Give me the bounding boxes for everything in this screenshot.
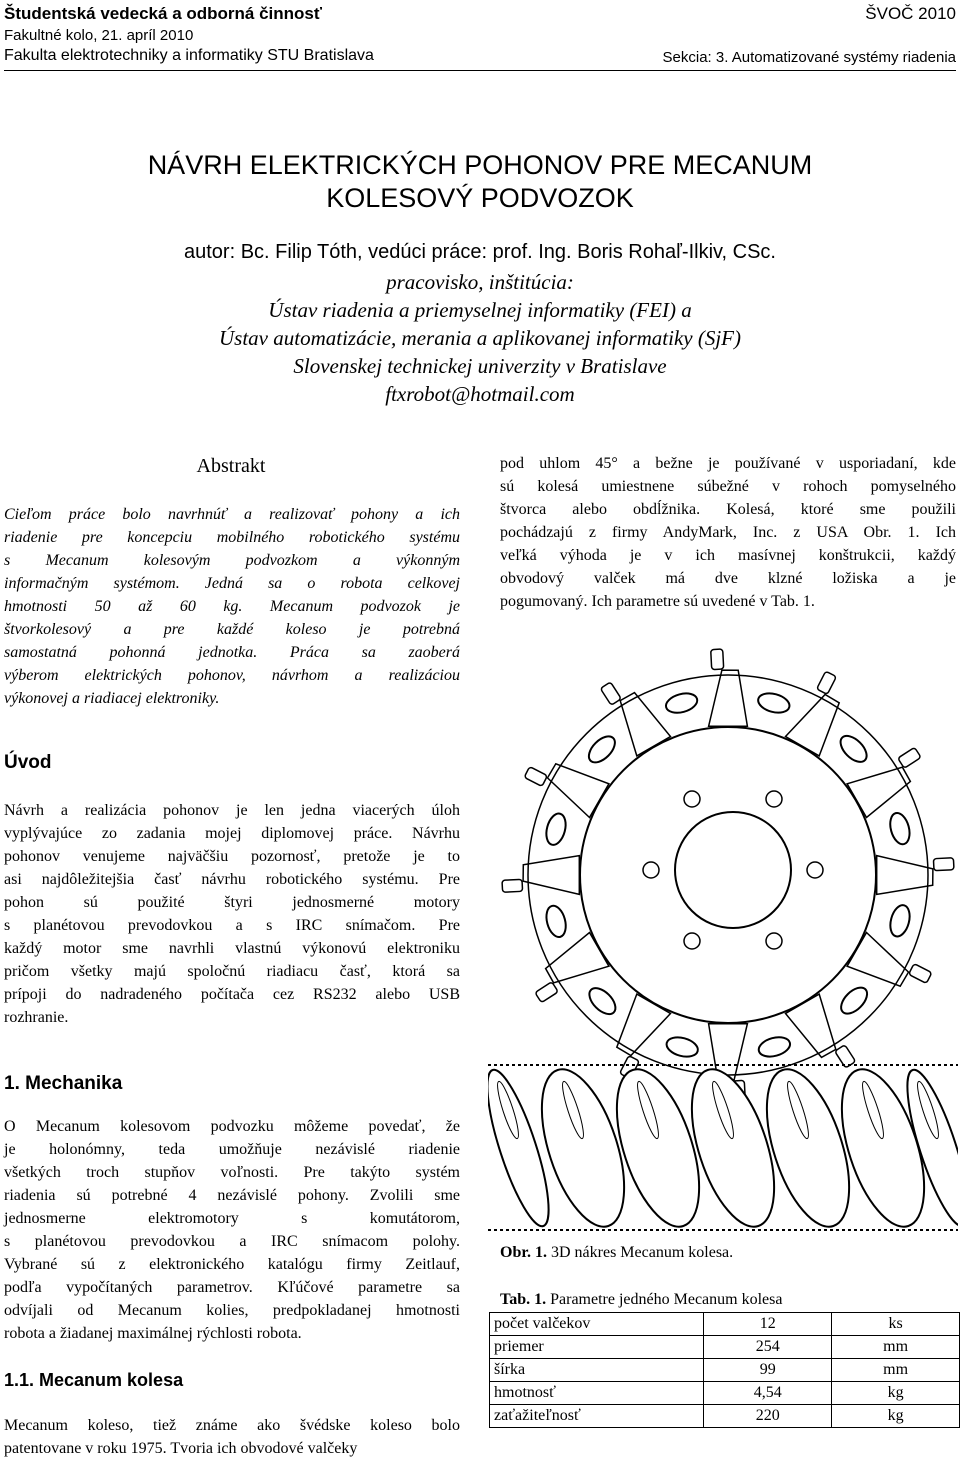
roller-end (887, 811, 913, 847)
hub-bolt-hole (684, 791, 700, 807)
grease-fitting (524, 767, 547, 787)
table-cell: 99 (704, 1359, 832, 1382)
roller-end (756, 690, 792, 716)
right_intro-line: pod uhlom 45° a bežne je používané v usporiadaní, kde (500, 455, 956, 472)
grease-fitting (933, 858, 954, 871)
abstract-line: riadenie pre koncepciu mobilného robotického systému (4, 529, 460, 546)
right_intro-line: pogumovaný. Ich parametre sú uvedené v Tab. 1. (500, 593, 815, 610)
header-left-2: Fakultné kolo, 21. apríl 2010 (4, 27, 194, 44)
right_intro-line: pochádzajú z firmy AndyMark, Inc. z USA Obr. 1. Ich (500, 524, 956, 541)
abstract-line: štvorkolesový a pre každé koleso je potrebná (4, 621, 460, 638)
uvod-line: každý motor sme navrhli vlastnú výkonovú elektroniku (4, 940, 460, 957)
table-cell: priemer (490, 1336, 704, 1359)
mechanika-line: podľa vypočítaných parametrov. Kľúčové parametre sa (4, 1279, 460, 1296)
uvod-line: pohon sú použité štyri jednosmerné motory (4, 894, 460, 911)
abstract-line: samostatná pohonná jednotka. Práca sa zaoberá (4, 644, 460, 661)
authors-line: autor: Bc. Filip Tóth, vedúci práce: prof. Ing. Boris Rohaľ-Ilkiv, CSc. (184, 241, 776, 263)
mechanika-line: Vybrané sú z elektronického katalógu firmy Zeitlauf, (4, 1256, 460, 1273)
mechanika-line: riadenia sú potrebné 4 nezávislé pohony. Zvolili sme (4, 1187, 460, 1204)
table-cell: hmotnosť (490, 1382, 704, 1405)
figure-label: Obr. 1. (500, 1244, 547, 1261)
institution-3: Slovenskej technickej univerzity v Bratislave (293, 354, 667, 378)
paper-title-line-1: NÁVRH ELEKTRICKÝCH POHONOV PRE MECANUM (147, 150, 813, 180)
table-row (490, 1313, 960, 1336)
kolesa-body (4, 1414, 460, 1460)
table-cell: ks (832, 1313, 960, 1336)
section-heading-kolesa: 1.1. Mecanum kolesa (4, 1370, 184, 1390)
right-column-intro (500, 452, 956, 613)
hub-bolt-hole (684, 933, 700, 949)
mechanika-line: jednosmerne elektromotory s komutátorom, (4, 1210, 460, 1227)
kolesa-line: Mecanum koleso, tiež známe ako švédske koleso bolo (4, 1417, 460, 1434)
roller-end (664, 1034, 700, 1060)
abstract-line: výberom elektrických pohonov, návrhom a realizáciou (4, 667, 460, 684)
table-cell: kg (832, 1405, 960, 1428)
abstract-heading: Abstrakt (196, 455, 266, 477)
header-left-3: Fakulta elektrotechniky a informatiky STU Bratislava (4, 47, 374, 64)
right_intro-line: sú kolesá umiestnene súbežné v rohoch pomyselného (500, 478, 956, 495)
table-cell: mm (832, 1359, 960, 1382)
table-row (490, 1336, 960, 1359)
grease-fitting (711, 649, 724, 670)
mechanika-line: robota a žiadanej maximálnej rýchlosti robota. (4, 1325, 302, 1342)
table-caption (500, 1291, 782, 1309)
header-right-1: ŠVOČ 2010 (865, 4, 956, 23)
roller-end (836, 983, 871, 1018)
table-cell: počet valčekov (490, 1313, 704, 1336)
uvod-line: prípoji do nadradeného počítača cez RS232 alebo USB (4, 986, 460, 1003)
uvod-line: rozhranie. (4, 1009, 69, 1026)
header-left-1: Študentská vedecká a odborná činnosť (4, 4, 323, 23)
grease-fitting (909, 964, 932, 984)
mechanika-line: O Mecanum kolesovom podvozku môžeme povedať, že (4, 1118, 460, 1135)
grease-fitting (817, 671, 837, 694)
table-caption-text: Parametre jedného Mecanum kolesa (546, 1291, 783, 1308)
paper-title-line-2: KOLESOVÝ PODVOZOK (326, 183, 634, 213)
table-label: Tab. 1. (500, 1291, 547, 1308)
roller-end (664, 690, 700, 716)
table-cell: 12 (704, 1313, 832, 1336)
table-cell: mm (832, 1336, 960, 1359)
contact-email: ftxrobot@hotmail.com (385, 382, 575, 406)
mechanika-line: s planétovou prevodovkou a IRC snímacom polohy. (4, 1233, 460, 1250)
right_intro-line: štvorca alebo obdĺžnika. Kolesá, ktoré sme použili (500, 501, 956, 518)
mechanika-line: je holonómny, teda umožňuje nezávislé riadenie (4, 1141, 460, 1158)
section-heading-mechanika: 1. Mechanika (4, 1073, 123, 1094)
institution-1: Ústav riadenia a priemyselnej informatiky (FEI) a (268, 298, 692, 322)
workplace-label: pracovisko, inštitúcia: (386, 270, 574, 294)
parameters-table (489, 1312, 960, 1428)
uvod-line: s planétovou prevodovkou a s IRC snímačom. Pre (4, 917, 460, 934)
abstract-body (4, 503, 460, 710)
roller-end (836, 731, 871, 766)
kolesa-line: patentovane v roku 1975. Tvoria ich obvodové valčeky (4, 1440, 358, 1457)
table-cell: 254 (704, 1336, 832, 1359)
table-cell: 220 (704, 1405, 832, 1428)
roller-end (584, 732, 619, 767)
abstract-line: Cieľom práce bolo navrhnúť a realizovať pohony a ich (4, 506, 460, 523)
abstract-line: informačným systémom. Jedná sa o robota celkovej (4, 575, 460, 592)
uvod-body (4, 799, 460, 1029)
mecanum-wheel-figure (488, 640, 958, 1235)
grease-fitting (535, 982, 558, 1003)
mechanika-line: odvíjali od Mecanum kolies, predpokladanej hmotnosti (4, 1302, 460, 1319)
table-cell: kg (832, 1382, 960, 1405)
abstract-line: výkonovej a riadiacej elektroniky. (4, 690, 220, 707)
grease-fitting (600, 682, 621, 705)
table-cell: 4,54 (704, 1382, 832, 1405)
table-cell: zaťažiteľnosť (490, 1405, 704, 1428)
wheel-side-view (488, 1060, 958, 1235)
uvod-line: pričom všetky majú spoločnú riadiacu časť, ktorá sa (4, 963, 460, 980)
mechanika-body (4, 1115, 460, 1345)
mechanika-line: všetkých troch stupňov voľnosti. Pre takýto systém (4, 1164, 460, 1181)
hub-bolt-hole (807, 862, 823, 878)
grease-fitting (898, 747, 921, 768)
grease-fitting (502, 879, 523, 892)
uvod-line: vyplývajúce zo zadania mojej diplomovej práce. Návrhu (4, 825, 460, 842)
roller-end (585, 983, 620, 1018)
header-divider (4, 70, 956, 71)
wheel-top-view (502, 649, 954, 1101)
table-row (490, 1359, 960, 1382)
roller-end (887, 903, 913, 939)
right_intro-line: obvodový valček má dve klzné ložiska a je (500, 570, 956, 587)
uvod-line: pohonov venujeme najväčšiu pozornosť, pretože je to (4, 848, 460, 865)
hub-bolt-hole (766, 933, 782, 949)
header-right-2: Sekcia: 3. Automatizované systémy riadenia (662, 49, 956, 66)
section-heading-uvod: Úvod (4, 752, 52, 773)
figure-caption-text: 3D nákres Mecanum kolesa. (546, 1244, 734, 1261)
table-row (490, 1382, 960, 1405)
roller-end (543, 811, 569, 847)
header (0, 0, 960, 70)
wheel-spoke (709, 670, 748, 726)
uvod-line: asi najdôležitejšia časť návrhu robotického systému. Pre (4, 871, 460, 888)
table-row (490, 1405, 960, 1428)
wheel-spoke (523, 856, 579, 895)
institution-2: Ústav automatizácie, merania a aplikovanej informatiky (SjF) (219, 326, 741, 350)
hub-bolt-hole (643, 862, 659, 878)
figure-caption (500, 1244, 733, 1262)
roller-end (757, 1034, 793, 1060)
roller-end (543, 904, 569, 940)
table-cell: šírka (490, 1359, 704, 1382)
abstract-line: s Mecanum kolesovým podvozkom a výkonným (4, 552, 460, 569)
right_intro-line: veľká výhoda je v ich masívnej konštrukcii, každý (500, 547, 956, 564)
abstract-line: hmotnosti 50 až 60 kg. Mecanum podvozok je (4, 598, 460, 615)
uvod-line: Návrh a realizácia pohonov je len jedna viacerých úloh (4, 802, 460, 819)
hub-bolt-hole (766, 791, 782, 807)
wheel-spoke (877, 856, 933, 895)
